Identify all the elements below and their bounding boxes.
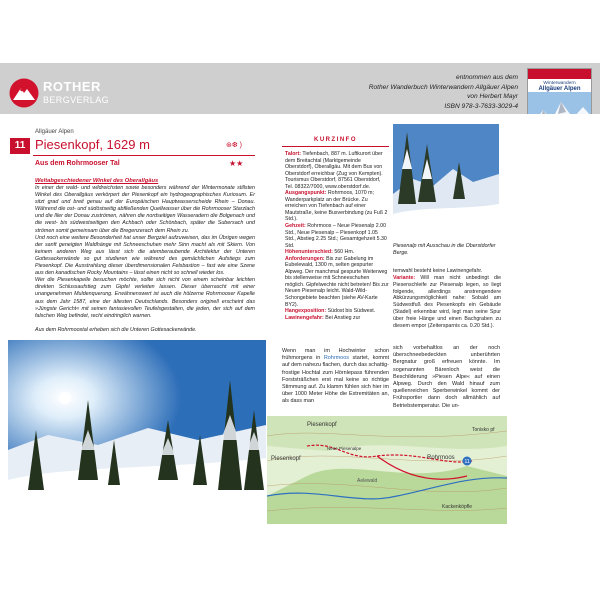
publisher-sub: BERGVERLAG	[43, 95, 110, 105]
info-text: Rohrmoos, 1070 m; Wanderparkplatz an der Brücke. Zu erreichen von Tiefenbach auf einer Mautstraße, keine Busverbindung (zu Fuß 2 Std.).	[285, 190, 388, 223]
cover-title-top: Winterwandern	[543, 81, 576, 86]
variant-text: Will man nicht unbedingt die Piesenschleife zur Piesenalp legen, so liegt folgende, allerdings anstrengendere Abkürzungsmöglichkeit nahe: Sobald am Südwestfuß des Piesenkopfs ein Gebäude (Stadel) erkennbar wird, legt man seine Spur über freie Hänge und einen Bachgraben zu diesem empor (Zeitersparnis ca. 0.20 Std.).	[393, 274, 501, 329]
piesenalp-photo	[393, 124, 499, 240]
map-label: Tonisko pf	[472, 427, 495, 433]
map-label: Rohrmoos	[427, 455, 455, 461]
info-label: Talort:	[285, 151, 301, 157]
map-label: Piesenkopf	[307, 422, 337, 428]
map-marker-number: 11	[464, 459, 470, 465]
right-text-line: temwahl besteht keine Lawinengefahr.	[393, 268, 483, 274]
info-divider	[282, 146, 389, 147]
info-label: Gehzeit:	[285, 223, 306, 230]
info-text: Tiefenbach, 887 m. Luftkurort über dem Breitachtal (Marktgemeinde Oberstdorf), Oberallgäu. Mit dem Bus von Oberstdorf erreichbar (Zug von Kempten). Tourismus Oberstdorf, 87561 Oberstdorf, Tel. 08322/7000, www.oberstdorf.de.	[285, 151, 383, 190]
title-divider	[33, 155, 255, 156]
cover-title: Allgäuer Alpen	[538, 86, 581, 92]
difficulty-stars: ★★	[229, 159, 244, 168]
info-item	[285, 256, 389, 308]
credit-line: entnommen aus dem	[456, 74, 518, 81]
middle-column-text	[282, 348, 389, 406]
map-label: Kackenköpfle	[442, 504, 473, 510]
credit-line: Rother Wanderbuch Winterwandern Allgäuer Alpen	[368, 83, 518, 91]
right-column-text	[393, 268, 501, 330]
body-text: startet, kommt auf dem nahezu flachen, durch das schattig-frostige Hochtal zum Hörnlepass führenden Forststräßchen erst mal keine so richtige Stimmung auf. Zu klamm fühlen sich hier im über 1000 Meter Höhe die Extremitäten an, als dass man	[282, 355, 390, 405]
photo-caption: Piesenalp mit Ausschau in die Oberstdorfer Berge.	[393, 243, 496, 256]
info-list	[285, 151, 389, 321]
info-label: Ausgangspunkt:	[285, 190, 327, 197]
intro-text	[35, 185, 255, 334]
info-text: Rohrmoos – Neue Piesenalp 2.00 Std., Neue Piesenalp – Piesenkopf 1.05 Std., Abstieg 2.25 Std.; Gesamtgehzeit 5.30 Std.	[285, 223, 387, 249]
info-label: Anforderungen:	[285, 255, 325, 262]
map-label: Neue Piesenalpe	[327, 446, 362, 451]
info-item	[285, 190, 389, 223]
publisher-name: ROTHER	[43, 79, 101, 94]
info-text: Südost bis Südwest.	[327, 308, 376, 315]
source-credit	[369, 73, 518, 111]
variant-label: Variante:	[393, 274, 416, 281]
winter-forest-photo	[8, 340, 266, 520]
credit-line: von Herbert Mayr	[467, 93, 518, 101]
info-text: 560 Hm.	[334, 249, 355, 256]
info-label: Höhenunterschied:	[285, 249, 333, 256]
info-item	[285, 315, 389, 322]
rother-logo-icon	[9, 78, 39, 108]
intro-paragraph: Wer die Piesenkapelle besuchen möchte, sollte sich nicht von einem scheinbar leichten direkten Schlussaufstieg zum Gipfel verleiten lassen. Dieser überrascht mit einer unangenehmen Muldenquerung. Erwähnenswert ist auch die hölzerne Rohrmooser Kapelle aus dem Jahr 1587, eine der ältesten Deutschlands. Besonders originell erscheint das »Jüngste Gericht« mit seinen fantasievollen Teufelsgestalten, die jeden, der sich auf dem falschen Weg befindet, recht eindringlich warnen.	[35, 277, 255, 319]
intro-caption: Aus dem Rohrmoostal erheben sich die Unteren Gottesackerwände.	[35, 326, 197, 333]
route-title: Piesenkopf, 1629 m	[35, 137, 150, 152]
route-subtitle: Aus dem Rohrmooser Tal	[35, 160, 120, 167]
info-header: KURZINFO	[314, 137, 357, 143]
map-label: Piesenkopf	[271, 456, 301, 462]
intro-paragraph: In einer der wald- und wildreichsten sowie besonders während der Wintermonate stillsten Winkel des Oberallgäus verkörpert der Piesenkopf ein hydrogeographisches Kuriosum. Er sitzt grad und breit genau auf der Europäischen Hauptwasserscheide Rhein – Donau. Während die ost- und südöstseitig abfließenden Quellwasser über die Rohrmooser Starzlach und die Iller der Donau zuströmen, nähren die nordseitigen Wasseradern die Bolgenach und die west- bis südwestseitigen den Achbach oder Schönbach, später die Subersach und strömen somit gemeinsam über die Bregenzerach dem Rhein zu.	[35, 185, 255, 234]
variant-paragraph	[393, 275, 501, 330]
intro-paragraph: Und noch eine weitere Besonderheit hat unser Bergziel aufzuweisen, das im Übrigen wegen der sanft geneigten Waldhänge mit Schneeschuhen mehr Sinn macht als mit Skiern. Von keinem anderen Weg aus lässt sich die atemberaubende Architektur der Unteren Gottesackerwände so gut studieren wie während des gemächlichen Aufstiegs zum Piesenkopf. Die Ausstrahlung dieser überdimensionalen Felsbastion – fast wie eine Szene aus den kanadischen Rocky Mountains – lässt einen nicht so schnell wieder los.	[35, 234, 255, 277]
right-column-body: sich vorbehaltlos an der noch überschneebedeckten unberührten Bergnatur groß erfreuen könnte. Im sogenannten Bärenloch weist die Beschilderung »Piesen Alpe« auf einen Alpweg. Durch den Wald hinauf zum quellenreichen Sperberwinkel kommt der Frühsportler dann doch allmählich auf Betriebstemperatur. Die un-	[393, 345, 500, 409]
route-number: 11	[10, 138, 30, 154]
info-label: Lawinengefahr:	[285, 314, 324, 321]
region-label: Allgäuer Alpen	[35, 129, 74, 135]
highlighted-place: Rohrmoos	[323, 355, 349, 362]
body-text: Wenn man im Hochwinter schon frühmorgens in	[282, 348, 389, 362]
intro-heading: Weltabgeschiedener Winkel des Oberallgäus	[35, 178, 159, 184]
info-label: Hangexposition:	[285, 308, 327, 315]
map-label: Aelewald	[357, 478, 378, 484]
info-item	[285, 151, 389, 190]
info-text: Bis zur Gabelung im Eubelewald, 1300 m, selten gespurter Alpweg. Der manchmal gespurte Weiterweg bis stellenweise mit Schneeschuhen möglich. Gipfelwechte nicht betreten! Bis zur Neuen Piesenalp leicht. Wald-Wild-Schongebiete beachten (siehe AV-Karte BY2).	[285, 255, 389, 308]
credit-line: ISBN 978-3-7633-3029-4	[444, 102, 518, 110]
info-text: Bei Anstieg zur	[325, 314, 361, 321]
cover-band	[528, 69, 591, 79]
info-item	[285, 223, 389, 249]
route-type-icons: ⊛❆ )	[226, 142, 243, 149]
route-map	[267, 416, 507, 524]
